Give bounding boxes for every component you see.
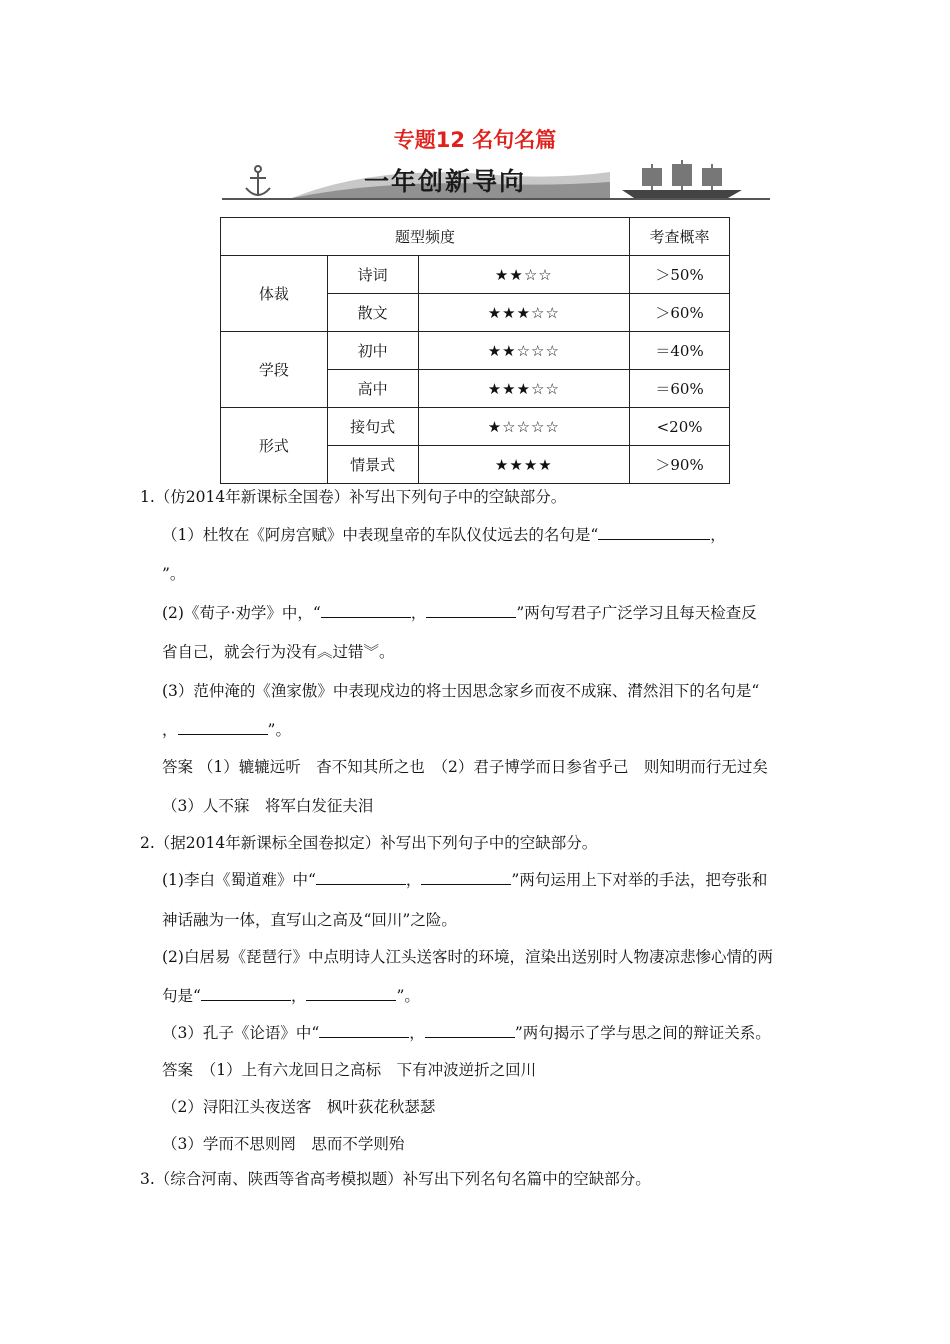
text-segment: （3）孔子《论语》中“: [162, 1024, 320, 1042]
category-cell: 形式: [221, 408, 328, 484]
question-1-part-3-end: [162, 719, 291, 741]
text-segment: ”两句运用上下对举的手法，把夸张和: [511, 871, 768, 889]
sub-cell: 诗词: [327, 256, 418, 294]
question-3-stem: 3.（综合河南、陕西等省高考模拟题）补写出下列名句名篇中的空缺部分。: [140, 1170, 651, 1188]
question-1-part-1: [162, 524, 726, 546]
question-1-part-2: [162, 602, 757, 624]
prob-cell: <20%: [630, 408, 730, 446]
sailing-ship-icon: [622, 160, 742, 198]
banner: [222, 160, 770, 202]
prob-cell: ＝40%: [630, 332, 730, 370]
table-row: [221, 408, 730, 446]
sub-cell: 初中: [327, 332, 418, 370]
sub-cell: 散文: [327, 294, 418, 332]
answer-blank: [316, 870, 406, 885]
answer-blank: [426, 603, 516, 618]
answer-blank: [425, 1023, 515, 1038]
sub-cell: 接句式: [327, 408, 418, 446]
stars-cell: ★★★★: [418, 446, 630, 484]
question-1-part-2-cont: 省自己，就会行为没有︽过错︾。: [162, 643, 395, 661]
sub-cell: 高中: [327, 370, 418, 408]
question-1-part-1-end: [162, 563, 185, 585]
text-segment: ”。: [267, 721, 291, 739]
text-segment: ，: [409, 1024, 425, 1042]
question-2-stem: 2.（据2014年新课标全国卷拟定）补写出下列句子中的空缺部分。: [140, 834, 598, 852]
question-1-part-3: (3）范仲淹的《渔家傲》中表现戍边的将士因思念家乡而夜不成寐、潸然泪下的名句是“: [162, 682, 760, 700]
category-cell: 学段: [221, 332, 328, 408]
answer-blank: [306, 986, 396, 1001]
text-segment: ，: [405, 871, 422, 889]
question-2-answer-cont: （2）浔阳江头夜送客 枫叶荻花秋瑟瑟: [162, 1098, 436, 1116]
text-segment: ”两句揭示了学与思之间的辩证关系。: [514, 1024, 771, 1042]
answer-blank: [178, 720, 268, 735]
question-2-part-2: (2)白居易《琵琶行》中点明诗人江头送客时的环境，渲染出送别时人物凄凉悲惨心情的两: [162, 948, 773, 966]
frequency-table: [220, 217, 730, 484]
answer-blank: [319, 1023, 409, 1038]
page-title: 专题12 名句名篇: [393, 128, 557, 152]
question-2-part-1-cont: 神话融为一体，直写山之高及“回川”之险。: [162, 911, 457, 929]
stars-cell: ★★☆☆☆: [418, 332, 630, 370]
question-2-answer-cont: （3）学而不思则罔 思而不学则殆: [162, 1135, 405, 1153]
text-segment: ，: [290, 987, 307, 1005]
prob-cell: ＞90%: [630, 446, 730, 484]
answer-blank: [321, 603, 411, 618]
text-segment: (1)李白《蜀道难》中“: [162, 871, 316, 889]
category-cell: 体裁: [221, 256, 328, 332]
answer-blank: [201, 986, 291, 1001]
stars-cell: ★☆☆☆☆: [418, 408, 630, 446]
banner-text: 一年创新导向: [364, 167, 527, 196]
text-segment: (2)《荀子·劝学》中，“: [162, 604, 321, 622]
question-2-part-2-cont: [162, 985, 420, 1007]
answer-blank: [598, 525, 710, 540]
stars-cell: ★★☆☆: [418, 256, 630, 294]
table-row: [221, 256, 730, 294]
question-2-part-3: [162, 1022, 771, 1044]
question-2-answer: 答案 （1）上有六龙回日之高标 下有冲波逆折之回川: [162, 1061, 537, 1079]
question-1-answer-cont: （3）人不寐 将军白发征夫泪: [162, 797, 374, 815]
table-row: [221, 332, 730, 370]
question-1-stem: 1.（仿2014年新课标全国卷）补写出下列句子中的空缺部分。: [140, 488, 567, 506]
table-header-row: [221, 218, 730, 256]
sub-cell: 情景式: [327, 446, 418, 484]
stars-cell: ★★★☆☆: [418, 294, 630, 332]
question-2-part-1: [162, 869, 767, 891]
anchor-icon: [246, 166, 270, 196]
answer-blank: [421, 870, 511, 885]
text-segment: ”两句写君子广泛学习且每天检查反: [516, 604, 757, 622]
header-type: 题型频度: [221, 218, 630, 256]
question-1-answer: 答案 （1）辘辘远听 杳不知其所之也 （2）君子博学而日参省乎己 则知明而行无过矣: [162, 758, 768, 776]
text-segment: ”。: [162, 565, 186, 583]
prob-cell: ＞50%: [630, 256, 730, 294]
text-segment: 句是“: [162, 987, 201, 1005]
text-segment: ，: [410, 604, 427, 622]
text-segment: ”。: [396, 987, 420, 1005]
stars-cell: ★★★☆☆: [418, 370, 630, 408]
text-segment: （1）杜牧在《阿房宫赋》中表现皇帝的车队仪仗远去的名句是“: [162, 526, 599, 544]
prob-cell: ＝60%: [630, 370, 730, 408]
header-prob: 考查概率: [630, 218, 730, 256]
text-segment: ，: [710, 526, 726, 544]
text-segment: ，: [162, 721, 178, 739]
prob-cell: ＞60%: [630, 294, 730, 332]
